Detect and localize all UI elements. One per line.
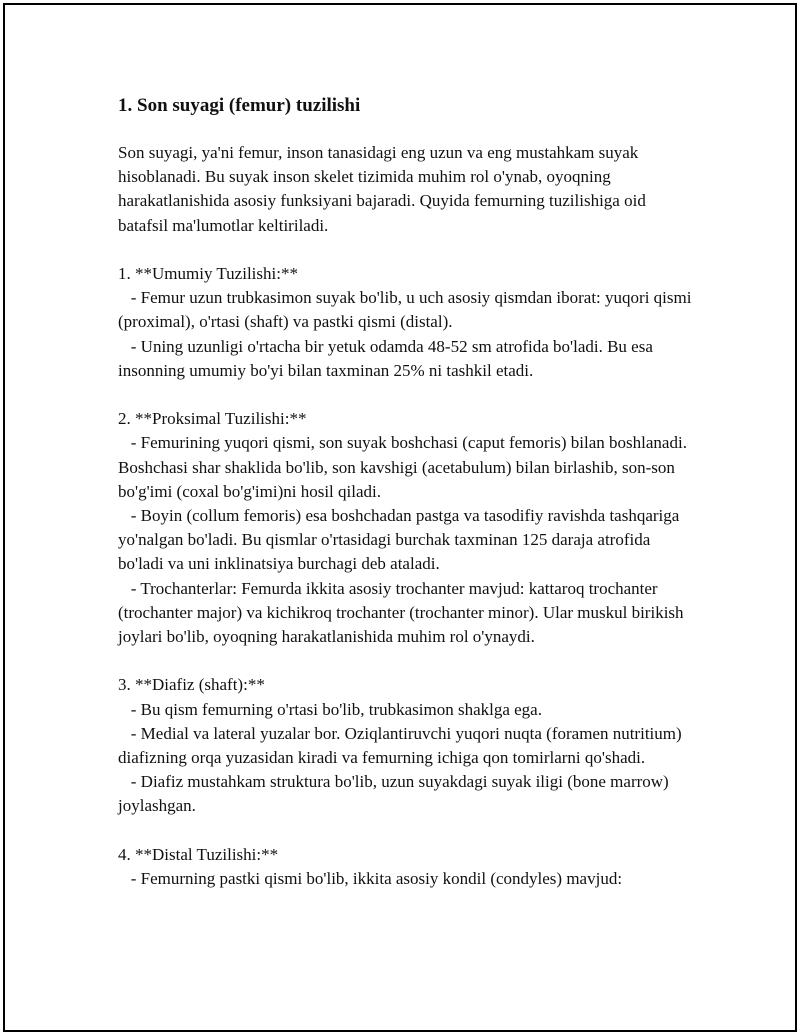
section-bullet: - Uning uzunligi o'rtacha bir yetuk odamda 48-52 sm atrofida bo'ladi. Bu esa insonning umumiy bo'yi bilan taxminan 25% ni tashkil etadi. (118, 336, 658, 380)
document-body (118, 94, 698, 891)
spacer (118, 383, 698, 407)
section-heading-proximal: 2. **Proksimal Tuzilishi:** (118, 409, 307, 429)
section-bullet: - Femurining yuqori qismi, son suyak boshchasi (caput femoris) bilan boshlanadi. Boshchasi shar shaklida bo'lib, son kavshigi (acetabulum) bilan birlashib, son-son bo'g'imi (coxal bo'g'imi)ni hosil qiladi. (118, 433, 692, 501)
section-bullet: - Diafiz mustahkam struktura bo'lib, uzun suyakdagi suyak iligi (bone marrow) joylashgan. (118, 772, 673, 816)
section-bullet: - Bu qism femurning o'rtasi bo'lib, trubkasimon shaklga ega. (118, 699, 542, 719)
document-title: 1. Son suyagi (femur) tuzilishi (118, 95, 361, 116)
section-bullet: - Boyin (collum femoris) esa boshchadan pastga va tasodifiy ravishda tashqariga yo'nalgan bo'ladi. Bu qismlar o'rtasidagi burchak taxminan 125 daraja atrofida bo'ladi va uni inklinatsiya burchagi deb ataladi. (118, 506, 684, 574)
spacer (118, 819, 698, 843)
section-heading-distal: 4. **Distal Tuzilishi:** (118, 844, 279, 864)
spacer (118, 649, 698, 673)
spacer (118, 238, 698, 262)
section-heading-general: 1. **Umumiy Tuzilishi:** (118, 264, 298, 283)
section-bullet: - Femurning pastki qismi bo'lib, ikkita asosiy kondil (condyles) mavjud: (118, 869, 623, 889)
section-bullet: - Femur uzun trubkasimon suyak bo'lib, u uch asosiy qismdan iborat: yuqori qismi (proximal), o'rtasi (shaft) va pastki qismi (distal). (118, 288, 696, 332)
section-bullet: - Medial va lateral yuzalar bor. Oziqlantiruvchi yuqori nuqta (foramen nutritium) diafizning orqa yuzasidan kiradi va femurning ichiga qon tomirlarni qo'shadi. (118, 723, 686, 768)
section-bullet: - Trochanterlar: Femurda ikkita asosiy trochanter mavjud: kattaroq trochanter (trochanter major) va kichikroq trochanter (trochanter minor). Ular muskul birikish joylari bo'lib, oyoqning harakatlanishida muhim rol o'ynaydi. (118, 578, 688, 647)
section-heading-diaphysis: 3. **Diafiz (shaft):** (118, 675, 265, 695)
intro-paragraph: Son suyagi, ya'ni femur, inson tanasidagi eng uzun va eng mustahkam suyak hisoblanadi. Bu suyak inson skelet tizimida muhim rol o'ynab, oyoqning harakatlanishida asosiy funksiyani bajaradi. Quyida femurning tuzilishiga oid batafsil ma'lumotlar keltiriladi. (118, 143, 651, 235)
